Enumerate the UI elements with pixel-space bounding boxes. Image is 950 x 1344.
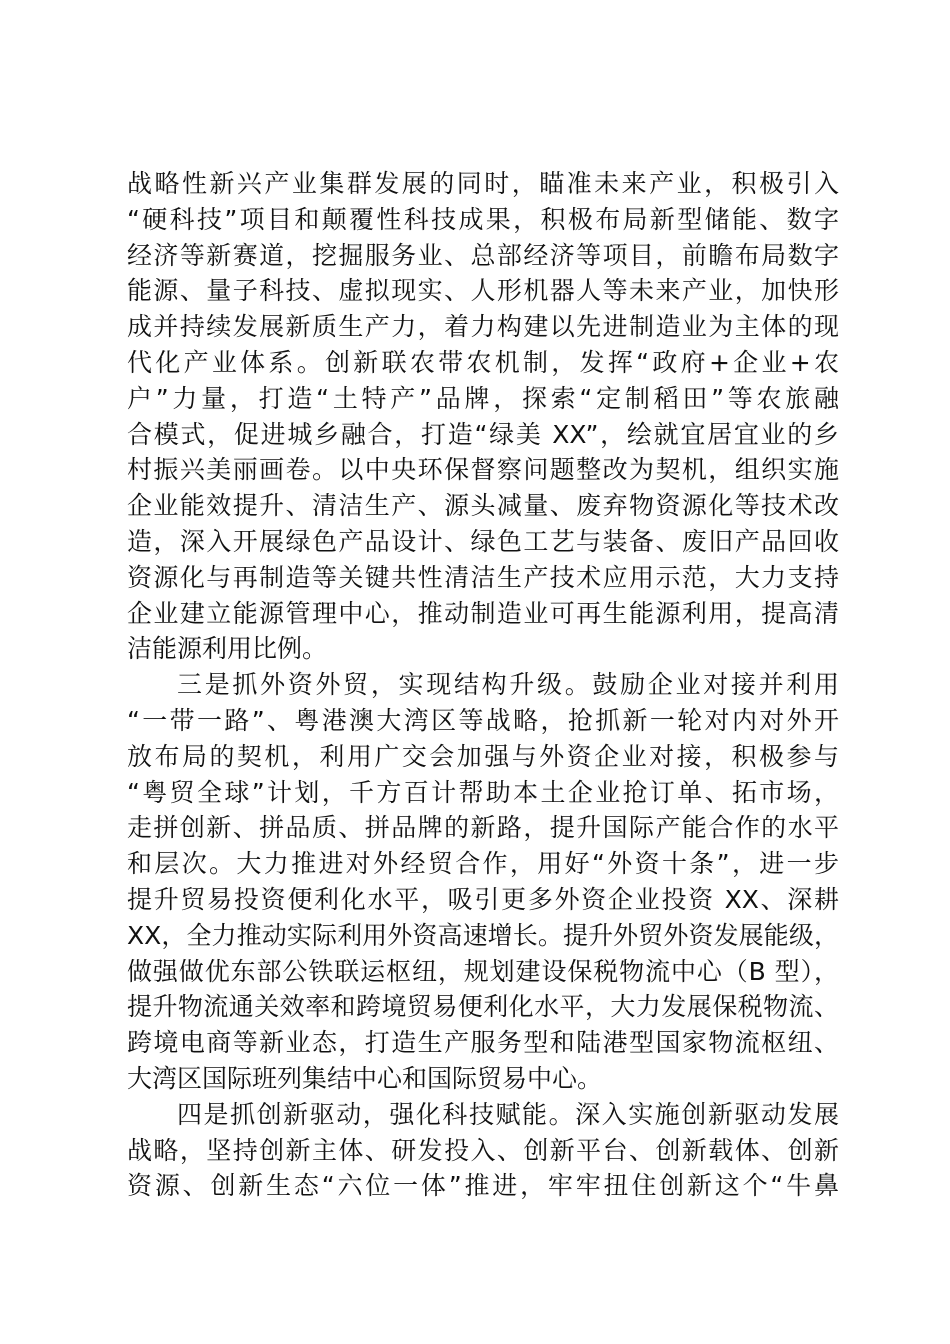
text-line: 提升贸易投资便利化水平，吸引更多外资企业投资 XX、深耕 — [127, 884, 839, 914]
text-line: 和层次。大力推进对外经贸合作，用好“外资十条”，进一步 — [127, 849, 839, 879]
text-line: 战略性新兴产业集群发展的同时，瞄准未来产业，积极引入 — [127, 169, 839, 198]
text-line: 洁能源利用比例。 — [127, 634, 328, 664]
text-line: 能源、量子科技、虚拟现实、人形机器人等未来产业，加快形 — [127, 276, 839, 306]
text-line: 提升物流通关效率和跨境贸易便利化水平，大力发展保税物流、 — [127, 992, 839, 1022]
paragraph-1 — [127, 166, 839, 667]
text-line: 村振兴美丽画卷。以中央环保督察问题整改为契机，组织实施 — [127, 455, 839, 485]
text-line: “硬科技”项目和颠覆性科技成果，积极布局新型储能、数字 — [127, 204, 839, 234]
text-line: 代化产业体系。创新联农带农机制，发挥“政府+企业+农 — [127, 347, 839, 377]
paragraph-2 — [127, 667, 839, 1097]
document-body — [127, 166, 839, 1204]
text-line: 四是抓创新驱动，强化科技赋能。深入实施创新驱动发展 — [177, 1099, 839, 1129]
text-line: 跨境电商等新业态，打造生产服务型和陆港型国家物流枢纽、 — [127, 1028, 839, 1058]
text-line: 放布局的契机，利用广交会加强与外资企业对接，积极参与 — [127, 741, 839, 771]
text-line: 户”力量，打造“土特产”品牌，探索“定制稻田”等农旅融 — [127, 383, 839, 413]
text-line: 合模式，促进城乡融合，打造“绿美 XX”，绘就宜居宜业的乡 — [127, 419, 839, 449]
text-line: 企业建立能源管理中心，推动制造业可再生能源利用，提高清 — [127, 598, 839, 628]
text-line: 企业能效提升、清洁生产、源头减量、废弃物资源化等技术改 — [127, 491, 839, 521]
text-line: 大湾区国际班列集结中心和国际贸易中心。 — [127, 1063, 603, 1093]
text-line: 造，深入开展绿色产品设计、绿色工艺与装备、废旧产品回收 — [127, 526, 839, 556]
text-line: “粤贸全球”计划，千方百计帮助本土企业抢订单、拓市场， — [127, 777, 839, 807]
text-line: 战略，坚持创新主体、研发投入、创新平台、创新载体、创新 — [127, 1135, 839, 1165]
text-line: 经济等新赛道，挖掘服务业、总部经济等项目，前瞻布局数字 — [127, 240, 839, 270]
text-line: “一带一路”、粤港澳大湾区等战略，抢抓新一轮对内对外开 — [127, 705, 839, 735]
text-line: 走拼创新、拼品质、拼品牌的新路，提升国际产能合作的水平 — [127, 813, 839, 843]
text-line: 资源化与再制造等关键共性清洁生产技术应用示范，大力支持 — [127, 562, 839, 592]
paragraph-3 — [127, 1097, 839, 1204]
text-line: 成并持续发展新质生产力，着力构建以先进制造业为主体的现 — [127, 312, 839, 342]
text-line: XX，全力推动实际利用外资高速增长。提升外贸外资发展能级， — [127, 920, 839, 950]
text-line: 资源、创新生态“六位一体”推进，牢牢扭住创新这个“牛鼻 — [127, 1171, 839, 1201]
text-line: 三是抓外资外贸，实现结构升级。鼓励企业对接并利用 — [177, 670, 839, 700]
text-line: 做强做优东部公铁联运枢纽，规划建设保税物流中心（B 型）， — [127, 956, 839, 986]
